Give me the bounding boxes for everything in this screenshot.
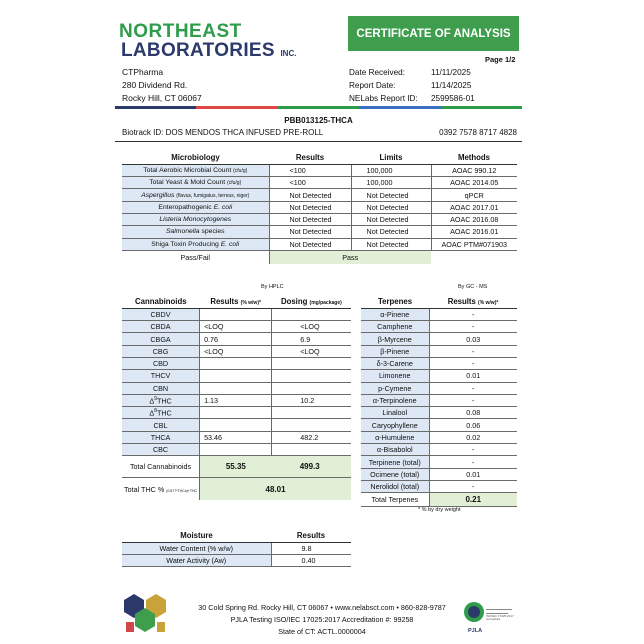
micro-result: <100 [269, 164, 351, 176]
micro-result: <100 [269, 177, 351, 189]
terpene-value: - [429, 480, 517, 492]
terpene-row [361, 468, 517, 480]
terpene-value: - [429, 357, 517, 369]
total-cannabinoids-label: Total Cannabinoids [122, 456, 200, 478]
micro-limit: 100,000 [351, 177, 431, 189]
microbiology-table [122, 152, 517, 264]
cannabinoid-row [122, 419, 351, 431]
client-city: Rocky Hill, CT 06067 [122, 93, 202, 103]
terpene-value: - [429, 382, 517, 394]
micro-method: AOAC 2014.05 [431, 177, 517, 189]
terpene-name: Ocimene (total) [361, 468, 429, 480]
cannabinoid-row [122, 321, 351, 333]
logo-laboratories: LABORATORIES INC. [121, 40, 297, 61]
micro-name: Total Yeast & Mold Count (cfu/g) [122, 177, 269, 189]
cannabinoid-name: CBGA [122, 333, 200, 345]
micro-row [122, 177, 517, 189]
terpene-name: β-Pinene [361, 345, 429, 357]
micro-limit: Not Detected [351, 238, 431, 250]
moisture-value: 0.40 [271, 555, 351, 567]
cannabinoid-result: 1.13 [200, 394, 272, 406]
micro-row [122, 213, 517, 225]
biotrack-label-product: Biotrack ID: DOS MENDOS THCA INFUSED PRE-ROLL [122, 128, 324, 137]
total-thc-row [122, 478, 351, 500]
cannabinoid-result [200, 357, 272, 369]
cannabinoid-name: THCV [122, 370, 200, 382]
cannabinoid-result: <LOQ [200, 321, 272, 333]
cannabinoid-row [122, 394, 351, 406]
micro-name: Shiga Toxin Producing E. coli [122, 238, 269, 250]
report-info-value: 11/14/2025 [431, 81, 472, 90]
cannabinoid-result: 0.76 [200, 333, 272, 345]
report-info-value: 11/11/2025 [431, 68, 471, 77]
report-info-label: Report Date: [349, 81, 396, 90]
cannabinoid-result: <LOQ [200, 345, 272, 357]
micro-result: Not Detected [269, 189, 351, 201]
terp-header-name: Terpenes [361, 296, 429, 308]
cannabinoid-result [200, 419, 272, 431]
cannabinoid-name: CBD [122, 357, 200, 369]
biotrack-line [122, 128, 517, 137]
micro-row [122, 164, 517, 176]
terpene-value: 0.08 [429, 407, 517, 419]
terpene-name: Terpinene (total) [361, 456, 429, 468]
terpene-name: Camphene [361, 321, 429, 333]
total-cannabinoids-result: 55.35 [200, 456, 272, 478]
canna-header-dosing: Dosing (mg/package) [272, 296, 351, 308]
cannabinoid-row [122, 370, 351, 382]
micro-name: Total Aerobic Microbial Count (cfu/g) [122, 164, 269, 176]
cannabinoid-row [122, 308, 351, 320]
terpene-name: δ-3-Carene [361, 357, 429, 369]
micro-row [122, 238, 517, 250]
cannabinoid-dosing [272, 370, 351, 382]
micro-method: AOAC PTM#071903 [431, 238, 517, 250]
terpene-value: - [429, 345, 517, 357]
cannabinoid-dosing [272, 357, 351, 369]
cannabinoid-name: CBDA [122, 321, 200, 333]
terpene-name: α-Pinene [361, 308, 429, 320]
cannabinoid-dosing: 6.9 [272, 333, 351, 345]
terpene-name: Nerolidol (total) [361, 480, 429, 492]
client-street: 280 Dividend Rd. [122, 80, 188, 90]
micro-method: AOAC 990.12 [431, 164, 517, 176]
cannabinoid-row [122, 345, 351, 357]
pjla-label: PJLA [468, 628, 483, 634]
ilac-mark [462, 600, 514, 638]
cannabinoid-name: $\Delta^9THC$ [122, 394, 200, 406]
terpene-row [361, 382, 517, 394]
cannabinoids-table [122, 296, 351, 500]
terpene-value: - [429, 394, 517, 406]
certification-badges-icon [122, 592, 168, 636]
terpene-row [361, 431, 517, 443]
terpene-value: 0.06 [429, 419, 517, 431]
cannabinoid-row [122, 357, 351, 369]
terpene-value: 0.03 [429, 333, 517, 345]
terpene-row [361, 394, 517, 406]
stripe-segment [278, 106, 359, 109]
total-terpenes-label: Total Terpenes [361, 493, 429, 507]
footer-accreditation: PJLA Testing ISO/IEC 17025:2017 Accreditation #: 99258 [230, 615, 414, 624]
micro-limit: 100,000 [351, 164, 431, 176]
ilac-text: ISO/IEC 17025:2017 Accredited [486, 614, 514, 622]
stripe-segment [115, 106, 196, 109]
logo-northeast: NORTHEAST [119, 21, 242, 42]
terpene-value: 0.02 [429, 431, 517, 443]
cannabinoid-row [122, 407, 351, 419]
terpene-row [361, 370, 517, 382]
moisture-name: Water Activity (Aw) [122, 555, 271, 567]
micro-method: AOAC 2016.01 [431, 226, 517, 238]
cannabinoid-dosing [272, 382, 351, 394]
terpene-row [361, 407, 517, 419]
terpene-row [361, 321, 517, 333]
terpene-value: 0.01 [429, 370, 517, 382]
client-name: CTPharma [122, 67, 164, 77]
moisture-row [122, 555, 351, 567]
divider [115, 141, 522, 142]
total-terpenes-row [361, 493, 517, 507]
terpene-value: - [429, 444, 517, 456]
terpene-value: - [429, 321, 517, 333]
cannabinoid-result [200, 370, 272, 382]
cannabinoid-row [122, 333, 351, 345]
micro-limit: Not Detected [351, 226, 431, 238]
cannabinoid-result [200, 444, 272, 456]
canna-header-name: Cannabinoids [122, 296, 200, 308]
report-info-row [349, 92, 475, 105]
report-info-label: NELabs Report ID: [349, 94, 418, 103]
cannabinoid-result [200, 308, 272, 320]
terpene-name: Linalool [361, 407, 429, 419]
moisture-header-name: Moisture [122, 530, 271, 542]
micro-header-limits: Limits [351, 152, 431, 164]
terpene-row [361, 333, 517, 345]
micro-name: Listeria Monocytogenes [122, 213, 269, 225]
micro-header-results: Results [269, 152, 351, 164]
total-thc-label: Total THC % (0.877*THCa)+THC [122, 478, 200, 500]
report-info-label: Date Received: [349, 68, 405, 77]
sample-id: PBB013125-THCA [284, 116, 353, 125]
micro-limit: Not Detected [351, 189, 431, 201]
terpene-row [361, 456, 517, 468]
certificate-title: CERTIFICATE OF ANALYSIS [348, 16, 519, 51]
micro-method: AOAC 2016.08 [431, 213, 517, 225]
client-address [122, 66, 202, 105]
method-gcms: By GC - MS [458, 284, 488, 290]
cannabinoid-dosing [272, 444, 351, 456]
report-info-row [349, 79, 475, 92]
report-info-value: 2599586-01 [431, 94, 475, 103]
cannabinoid-name: THCA [122, 431, 200, 443]
moisture-table [122, 530, 351, 567]
cannabinoid-name: CBC [122, 444, 200, 456]
stripe-segment [441, 106, 522, 109]
report-info-row [349, 66, 475, 79]
stripe-segment [359, 106, 440, 109]
terpene-name: Caryophyllene [361, 419, 429, 431]
cannabinoid-result [200, 407, 272, 419]
cannabinoid-row [122, 382, 351, 394]
terpenes-table [361, 296, 517, 507]
footer-address: 30 Cold Spring Rd. Rocky Hill, CT 06067 • www.nelabsct.com • 860-828-9787 [198, 603, 446, 612]
cannabinoid-dosing: 10.2 [272, 394, 351, 406]
cannabinoid-name: CBDV [122, 308, 200, 320]
terpene-name: p-Cymene [361, 382, 429, 394]
moisture-name: Water Content (% w/w) [122, 542, 271, 554]
cannabinoid-dosing: <LOQ [272, 345, 351, 357]
cannabinoid-name: $\Delta^8THC$ [122, 407, 200, 419]
footer-state: State of CT: ACTL.0000004 [278, 627, 366, 636]
terpene-name: α-Terpinolene [361, 394, 429, 406]
method-hplc: By HPLC [261, 284, 284, 290]
terpene-row [361, 345, 517, 357]
micro-result: Not Detected [269, 238, 351, 250]
micro-row [122, 201, 517, 213]
pass-fail-empty [431, 250, 517, 264]
micro-limit: Not Detected [351, 201, 431, 213]
micro-method: AOAC 2017.01 [431, 201, 517, 213]
micro-header-methods: Methods [431, 152, 517, 164]
report-info [349, 66, 475, 105]
cannabinoid-row [122, 444, 351, 456]
cannabinoid-name: CBG [122, 345, 200, 357]
biotrack-number: 0392 7578 8717 4828 [439, 128, 517, 137]
micro-name: Enteropathogenic E. coli [122, 201, 269, 213]
terpene-row [361, 419, 517, 431]
micro-result: Not Detected [269, 213, 351, 225]
micro-result: Not Detected [269, 201, 351, 213]
micro-name: Salmonella species [122, 226, 269, 238]
micro-result: Not Detected [269, 226, 351, 238]
terpene-value: - [429, 456, 517, 468]
total-thc-value: 48.01 [200, 478, 351, 500]
cannabinoid-result [200, 382, 272, 394]
micro-method: qPCR [431, 189, 517, 201]
stripe-segment [196, 106, 277, 109]
terpene-name: α-Humulene [361, 431, 429, 443]
micro-limit: Not Detected [351, 213, 431, 225]
color-stripe [115, 106, 522, 109]
moisture-header-results: Results [271, 530, 351, 542]
cannabinoid-name: CBL [122, 419, 200, 431]
total-terpenes-value: 0.21 [429, 493, 517, 507]
footer-info [180, 602, 464, 638]
micro-header-name: Microbiology [122, 152, 269, 164]
terpene-name: Limonene [361, 370, 429, 382]
pass-fail-row [122, 250, 517, 264]
terpene-row [361, 444, 517, 456]
cannabinoid-dosing [272, 308, 351, 320]
moisture-value: 9.8 [271, 542, 351, 554]
pass-fail-label: Pass/Fail [122, 250, 269, 264]
total-cannabinoids-dosing: 499.3 [272, 456, 351, 478]
terpene-row [361, 308, 517, 320]
cannabinoid-dosing [272, 419, 351, 431]
terpene-row [361, 357, 517, 369]
terpene-name: α-Bisabolol [361, 444, 429, 456]
ilac-globe-icon [462, 600, 514, 626]
pass-fail-value: Pass [269, 250, 431, 264]
page-number: Page 1/2 [485, 55, 516, 64]
cannabinoid-dosing [272, 407, 351, 419]
micro-row [122, 226, 517, 238]
terpene-value: 0.01 [429, 468, 517, 480]
dry-weight-footnote: * % by dry weight [418, 507, 461, 513]
terp-header-results: Results (% w/w)* [429, 296, 517, 308]
cannabinoid-result: 53.46 [200, 431, 272, 443]
cannabinoid-dosing: 482.2 [272, 431, 351, 443]
micro-row [122, 189, 517, 201]
micro-name: Aspergillus (flavus, fumigatus, terreus, niger) [122, 189, 269, 201]
cannabinoid-name: CBN [122, 382, 200, 394]
terpene-value: - [429, 308, 517, 320]
moisture-row [122, 542, 351, 554]
terpene-name: β-Myrcene [361, 333, 429, 345]
total-cannabinoids-row [122, 456, 351, 478]
cannabinoid-dosing: <LOQ [272, 321, 351, 333]
terpene-row [361, 480, 517, 492]
canna-header-results: Results (% w/w)* [200, 296, 272, 308]
cannabinoid-row [122, 431, 351, 443]
